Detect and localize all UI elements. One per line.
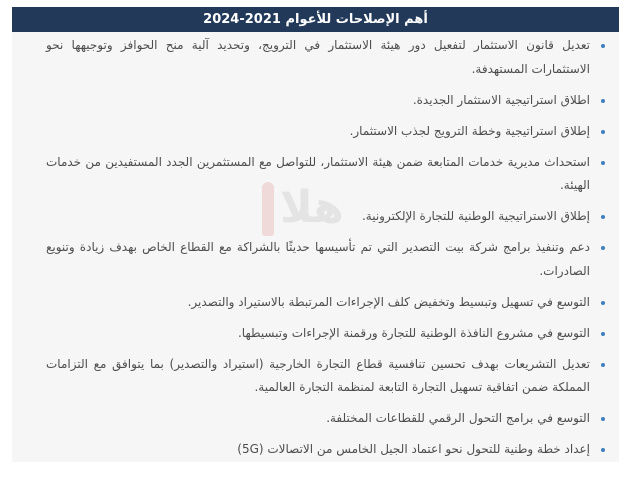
list-item (46, 353, 605, 400)
page-title: أهم الإصلاحات للأعوام 2021-2024 (12, 7, 619, 32)
reforms-list (46, 34, 605, 462)
list-item (46, 322, 605, 346)
bullet-icon (601, 99, 605, 103)
list-item-text: إطلاق الاستراتيجية الوطنية للتجارة الإلكترونية. (361, 209, 590, 223)
list-item-text: استحداث مديرية خدمات المتابعة ضمن هيئة الاستثمار، للتواصل مع المستثمرين الجدد المستفيدين من خدمات الهيئة. (46, 154, 590, 192)
bullet-icon (601, 417, 605, 421)
list-item-text: التوسع في برامج التحول الرقمي للقطاعات المختلفة. (326, 411, 590, 425)
list-item-text: تعديل التشريعات بهدف تحسين تنافسية قطاع التجارة الخارجية (استيراد والتصدير) بما يتوافق مع التزامات المملكة ضمن اتفاقية تسهيل التجارة التابعة لمنظمة التجارة العالمية. (46, 356, 590, 394)
list-item-text: إعداد خطة وطنية للتحول نحو اعتماد الجيل الخامس من الاتصالات (5G) (237, 442, 590, 456)
list-item (46, 438, 605, 462)
list-item (46, 236, 605, 283)
list-item (46, 205, 605, 229)
bullet-icon (601, 161, 605, 165)
bullet-icon (601, 448, 605, 452)
list-item-text: تعديل قانون الاستثمار لتفعيل دور هيئة الاستثمار في الترويج، وتحديد آلية منح الحوافز وتوجيهها نحو الاستثمارات المستهدفة. (46, 38, 590, 76)
list-item-text: اطلاق استراتيجية الاستثمار الجديدة. (412, 92, 590, 107)
list-item-text: إطلاق استراتيجية وخطة الترويج لجذب الاستثمار. (349, 123, 590, 138)
bullet-icon (601, 301, 605, 305)
list-item-text: دعم وتنفيذ برامج شركة بيت التصدير التي تم تأسيسها حديثًا بالشراكة مع القطاع الخاص بهدف زيادة وتنويع الصادرات. (46, 240, 590, 278)
list-item (46, 34, 605, 81)
list-item (46, 120, 605, 144)
list-item-text: التوسع في تسهيل وتبسيط وتخفيض كلف الإجراءات المرتبطة بالاستيراد والتصدير. (187, 294, 590, 309)
bullet-icon (601, 332, 605, 336)
bullet-icon (601, 44, 605, 48)
list-item (46, 151, 605, 198)
list-item (46, 291, 605, 315)
list-item-text: التوسع في مشروع النافذة الوطنية للتجارة ورقمنة الإجراءات وتبسيطها. (237, 325, 590, 340)
bullet-icon (601, 130, 605, 134)
list-item (46, 89, 605, 113)
watermark-text: هلا (280, 182, 344, 233)
bullet-icon (601, 215, 605, 219)
list-item (46, 407, 605, 431)
bullet-icon (601, 246, 605, 250)
reforms-panel (12, 32, 619, 462)
bullet-icon (601, 363, 605, 367)
